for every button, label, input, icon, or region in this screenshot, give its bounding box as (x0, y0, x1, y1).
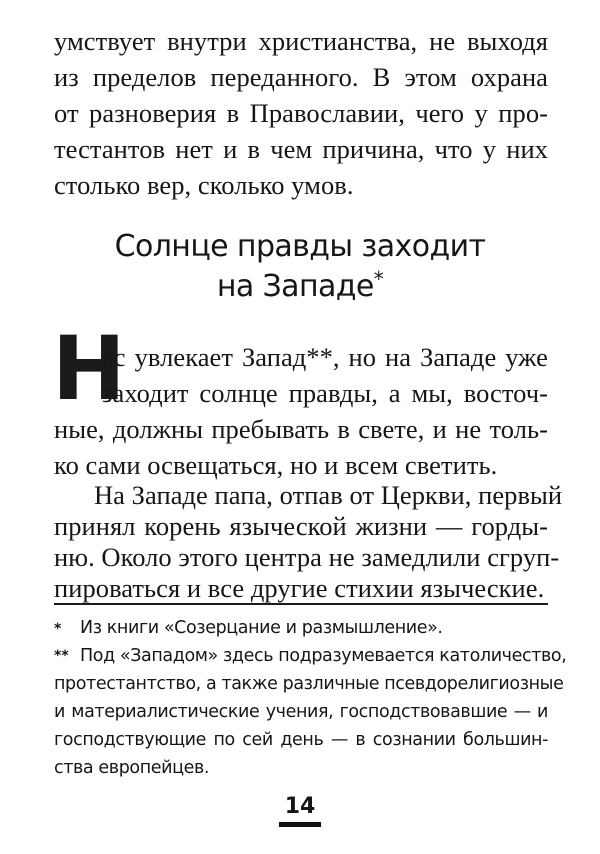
text-line: из пределов переданного. В этом охрана (54, 62, 548, 92)
section-heading-text: на Западе (216, 269, 374, 304)
text-line: ас увлекает Запад**, но на Западе уже (102, 342, 548, 372)
text-line: ные, должны пребывать в свете, и не толь- (54, 414, 548, 444)
drop-cap: Н (52, 317, 126, 420)
footnote-2-line: Под «Западом» здесь подразумевается католичество, (80, 646, 567, 666)
section-heading-line-1: Солнце правды заходит (114, 229, 486, 264)
footnote-1-text: Из книги «Созерцание и размышление». (80, 618, 443, 638)
section-heading-line-2 (0, 266, 600, 308)
page-number: 14 (284, 794, 316, 819)
footnote-2-line: протестантство, а также различные псевдорелигиозные (54, 674, 564, 694)
text-line: тестантов нет и в чем причина, что у них (54, 134, 548, 164)
text-line: заходит солнце правды, а мы, восточ- (102, 378, 548, 408)
footnote-2-line: господствующие по сей день — в сознании большин- (54, 730, 548, 750)
text-line: столько вер, сколько умов. (54, 170, 354, 200)
text-line: ню. Около этого центра не замедлили сгруп- (54, 542, 560, 572)
text-line: принял корень языческой жизни — горды- (54, 511, 548, 541)
text-line: ко сами освещаться, но и всем светить. (54, 450, 498, 480)
text-line: пироваться и все другие стихии языческие. (54, 573, 545, 603)
footnote-1-mark: * (54, 621, 62, 637)
text-line: от разноверия в Православии, чего у про- (54, 98, 548, 128)
footnote-separator (54, 603, 548, 605)
footnote-2-mark: ** (54, 648, 69, 664)
heading-footnote-mark: * (373, 267, 384, 291)
page-number-underline (279, 822, 321, 827)
footnote-2-line: ства европейцев. (54, 758, 210, 778)
footnote-2-line: и материалистические учения, господствовавшие — и (54, 702, 548, 722)
text-line: умствует внутри христианства, не выходя (54, 26, 548, 56)
text-line: На Западе папа, отпав от Церкви, первый (94, 480, 563, 510)
